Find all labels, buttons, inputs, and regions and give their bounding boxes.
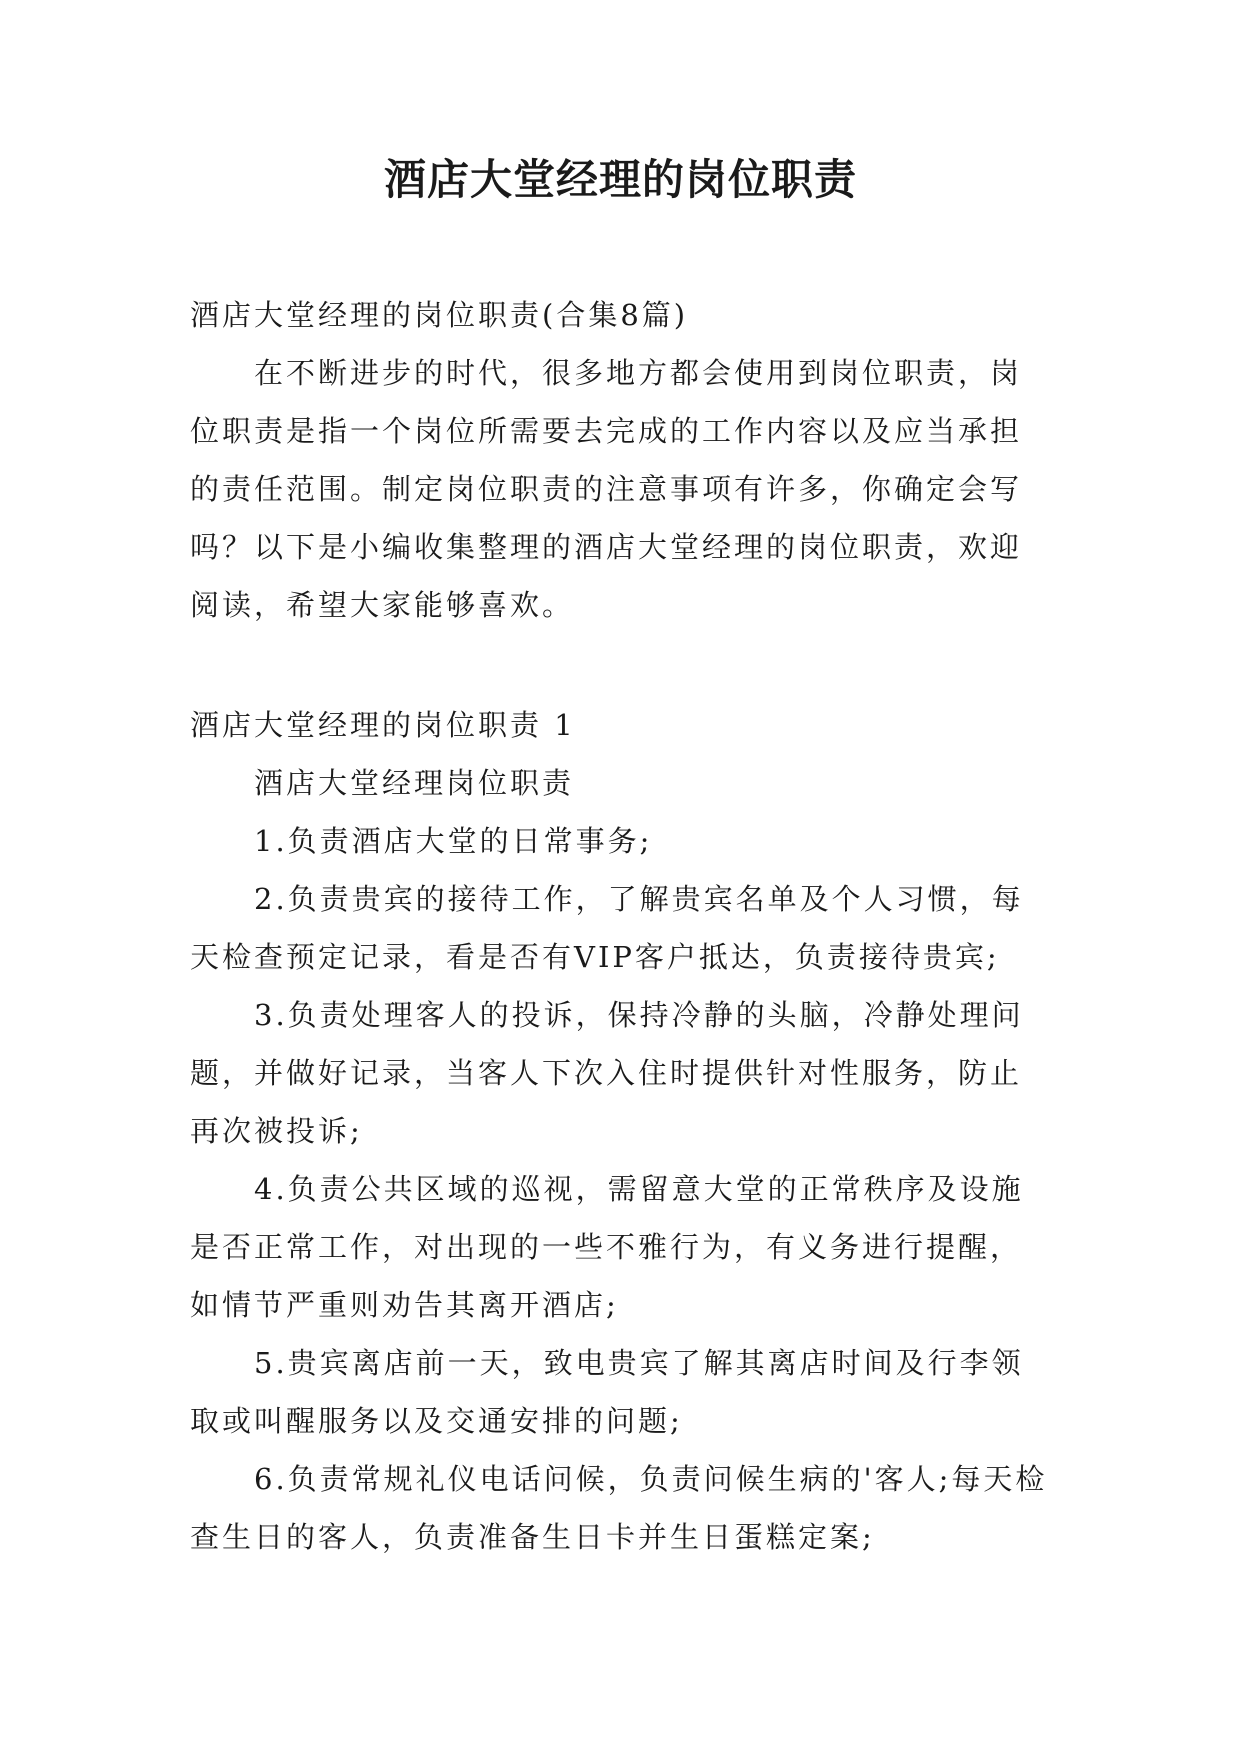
list-item: 3.负责处理客人的投诉，保持冷静的头脑，冷静处理问题，并做好记录，当客人下次入住时提供针对性服务，防止再次被投诉; — [190, 998, 1024, 1148]
section-heading: 酒店大堂经理的岗位职责 1 — [190, 708, 576, 742]
list-item: 6.负责常规礼仪电话问候，负责问候生病的'客人;每天检查生日的客人，负责准备生日卡并生日蛋糕定案; — [190, 1462, 1048, 1554]
section-subheading: 酒店大堂经理岗位职责 — [254, 766, 575, 800]
list-item: 4.负责公共区域的巡视，需留意大堂的正常秩序及设施是否正常工作，对出现的一些不雅行为，有义务进行提醒，如情节严重则劝告其离开酒店; — [190, 1172, 1024, 1322]
intro-paragraph: 在不断进步的时代，很多地方都会使用到岗位职责，岗位职责是指一个岗位所需要去完成的工作内容以及应当承担的责任范围。制定岗位职责的注意事项有许多，你确定会写吗？以下是小编收集整理的酒店大堂经理的岗位职责，欢迎阅读，希望大家能够喜欢。 — [190, 356, 1023, 622]
document-subtitle: 酒店大堂经理的岗位职责(合集8篇) — [190, 298, 689, 332]
section-1 — [190, 696, 1050, 1566]
list-item: 1.负责酒店大堂的日常事务; — [254, 824, 653, 858]
intro-block — [190, 286, 1050, 634]
document-title: 酒店大堂经理的岗位职责 — [383, 155, 857, 204]
list-item: 5.贵宾离店前一天，致电贵宾了解其离店时间及行李领取或叫醒服务以及交通安排的问题; — [190, 1346, 1024, 1438]
list-item: 2.负责贵宾的接待工作，了解贵宾名单及个人习惯，每天检查预定记录，看是否有VIP客户抵达，负责接待贵宾; — [190, 882, 1024, 974]
